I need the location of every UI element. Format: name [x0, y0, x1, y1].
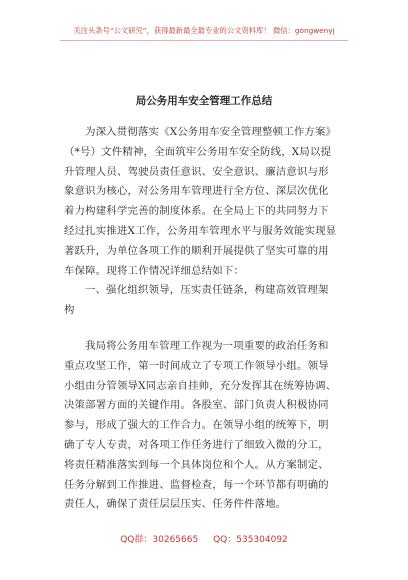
text-line: 决策部署方面的关键作用。各股室、部门负责人积极协同	[64, 399, 329, 412]
text-line: 我局将公务用车管理工作视为一项重要的政治任务和	[85, 339, 329, 352]
paragraph-leadership	[64, 337, 356, 515]
document-body	[64, 123, 356, 515]
text-line: 著跃升，为单位各项工作的顺利开展提供了坚实可靠的用	[64, 244, 329, 257]
text-line: 升管理人员、驾驶员责任意识、安全意识、廉洁意识与形	[64, 165, 329, 178]
header-divider	[60, 40, 348, 41]
text-line: 将责任精准落实到每一个具体岗位和个人。从方案制定、	[64, 458, 329, 471]
text-line: 重点攻坚工作，第一时间成立了专项工作领导小组。领导	[64, 359, 329, 372]
text-line: 确了专人专责，对各项工作任务进行了细致入微的分工，	[64, 438, 329, 451]
footer-contacts	[0, 532, 408, 545]
text-line: 任务分解到工作推进、监督检查，每一个环节都有明确的	[64, 478, 329, 491]
footer-qq-number: QQ：535304092	[213, 535, 288, 545]
paragraph-intro	[64, 123, 356, 281]
heading-line: 构	[64, 304, 75, 317]
text-line: 经过扎实推进X工作，公务用车管理水平与服务效能实现显	[64, 224, 337, 237]
text-line: （*号）文件精神，全面筑牢公务用车安全防线，X局以提	[64, 145, 332, 158]
footer-qq-group: QQ群：30265665	[120, 535, 199, 545]
section-heading-1	[64, 281, 356, 321]
document-title: 局公务用车安全管理工作总结	[135, 95, 273, 107]
text-line: 象意识为核心，对公务用车管理进行全方位、深层次优化	[64, 185, 329, 198]
header-notice: 关注头条号“公文研究”，获得最新最全最专业的公文资料库！ 微信：gongwenyj	[73, 26, 335, 35]
text-line: 为深入贯彻落实《X公务用车安全管理整顿工作方案》	[85, 126, 337, 138]
text-line: 车保障。现将工作情况详细总结如下：	[64, 264, 245, 277]
heading-line: 一、强化组织领导，压实责任链条，构建高效管理架	[85, 284, 329, 297]
text-line: 着力构建科学完善的制度体系。在全局上下的共同努力下	[64, 205, 329, 218]
text-line: 责任人，确保了责任层层压实、任务件件落地。	[64, 498, 287, 511]
text-line: 小组由分管领导X同志亲自挂帅，充分发挥其在统筹协调、	[64, 379, 337, 392]
text-line: 参与，形成了强大的工作合力。在领导小组的统筹下，明	[64, 419, 329, 432]
